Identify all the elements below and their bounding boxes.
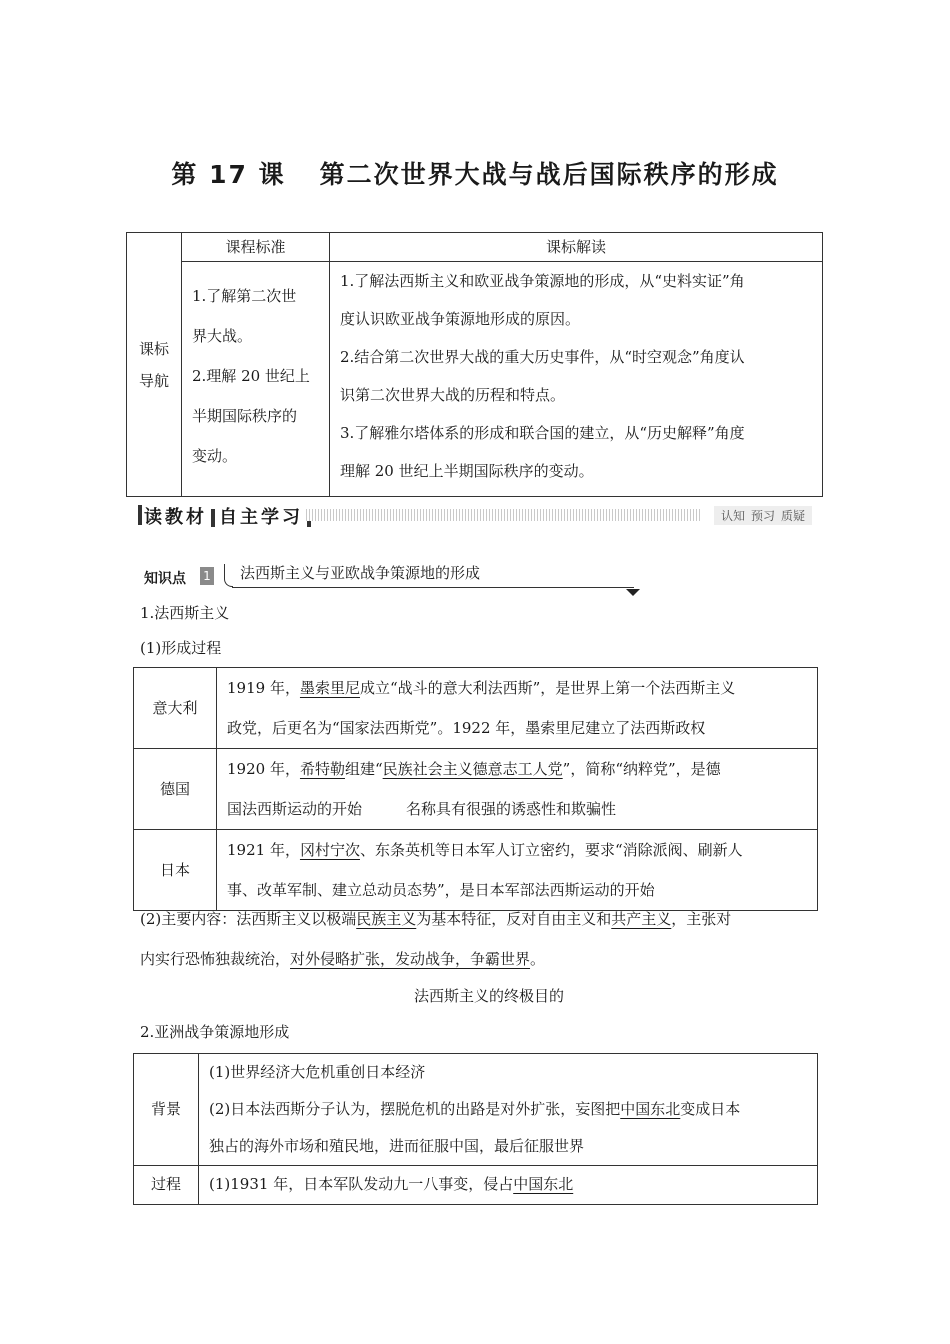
row-key-process: 过程: [134, 1166, 199, 1205]
underlined-term: 冈村宁次: [299, 841, 360, 859]
nav-label-line: 导航: [138, 371, 169, 390]
section-banner: [138, 503, 812, 527]
underline-rule: [232, 587, 634, 588]
text: (1)1931 年，日本军队发动九一八事变，侵占: [209, 1175, 514, 1193]
content-line-1: [140, 900, 731, 938]
underlined-term: 希特勒: [299, 760, 345, 778]
text: ”，简称“纳粹党”，是德: [562, 760, 721, 778]
standard-cell: [182, 262, 330, 497]
text: 。: [530, 950, 546, 968]
standard-line: 变动。: [192, 447, 238, 465]
standard-line: 2.理解 20 世纪上: [192, 367, 310, 385]
annotation-note: 名称具有很强的诱惑性和欺骗性: [406, 800, 617, 818]
text: 组建“: [344, 760, 383, 778]
text: 1921 年，: [227, 841, 300, 859]
row-key-germany: 德国: [134, 749, 217, 830]
text: 事、改革军制、建立总动员态势”，是日本军部法西斯运动的开始: [227, 881, 655, 899]
underlined-term: 墨索里尼: [299, 679, 360, 697]
nav-label-line: 课标: [138, 339, 169, 358]
banner-heading: [144, 503, 315, 529]
arrow-down-icon: [626, 589, 640, 596]
row-value-process: [199, 1166, 818, 1205]
reading-line: 理解 20 世纪上半期国际秩序的变动。: [340, 462, 594, 480]
banner-part-2: 自主学习: [219, 507, 303, 528]
asia-war-source-table: [133, 1053, 818, 1205]
text: 变成日本: [680, 1100, 741, 1118]
underlined-term: 民族主义: [356, 910, 417, 928]
text: 、东条英机等日本军人订立密约，要求“消除派阀、刷新人: [359, 841, 743, 859]
col-header-reading: 课标解读: [330, 233, 823, 262]
lesson-name: 第二次世界大战与战后国际秩序的形成: [319, 160, 779, 189]
row-key-background: 背景: [134, 1054, 199, 1166]
knowledge-point-number: 1: [200, 567, 214, 585]
section1-sub1: (1)形成过程: [140, 639, 222, 657]
row-key-italy: 意大利: [134, 668, 217, 749]
text: (2)日本法西斯分子认为，摆脱危机的出路是对外扩张，妄图把: [209, 1100, 621, 1118]
text: 内实行恐怖独裁统治，: [140, 950, 291, 968]
tag-question: 质疑: [780, 509, 805, 523]
text: 成立“战斗的意大利法西斯”，是世界上第一个法西斯主义: [359, 679, 736, 697]
content-line-2: [140, 940, 545, 978]
reading-line: 3.了解雅尔塔体系的形成和联合国的建立，从“历史解释”角度: [340, 424, 745, 442]
row-value-germany: [217, 749, 818, 830]
reading-line: 1.了解法西斯主义和欧亚战争策源地的形成，从“史料实证”角: [340, 272, 745, 290]
text: 政党，后更名为“国家法西斯党”。1922 年，墨索里尼建立了法西斯政权: [227, 719, 706, 737]
underlined-term: 中国东北: [620, 1100, 681, 1118]
banner-tags: [714, 506, 812, 525]
reading-line: 识第二次世界大战的历程和特点。: [340, 386, 566, 404]
curriculum-standards-table: [126, 232, 823, 497]
underlined-term: 对外侵略扩张，发动战争，争霸世界: [290, 950, 531, 968]
section1-heading: 1.法西斯主义: [140, 604, 230, 622]
text: (2)主要内容：法西斯主义以极端: [140, 910, 357, 928]
standard-line: 界大战。: [192, 327, 253, 345]
row-value-italy: [217, 668, 818, 749]
fascism-formation-table: [133, 667, 818, 911]
tag-cognition: 认知: [720, 509, 745, 523]
tag-preview: 预习: [750, 509, 775, 523]
col-header-standard: 课程标准: [182, 233, 330, 262]
text: ，主张对: [671, 910, 732, 928]
text: 为基本特征，反对自由主义和: [416, 910, 612, 928]
page-title: [0, 155, 950, 191]
annotation-note: 法西斯主义的终极目的: [414, 987, 565, 1005]
underlined-term: 民族社会主义德意志工人党: [382, 760, 563, 778]
text: 1919 年，: [227, 679, 300, 697]
standard-line: 1.了解第二次世: [192, 287, 297, 305]
standard-line: 半期国际秩序的: [192, 407, 298, 425]
row-key-japan: 日本: [134, 830, 217, 911]
underlined-term: 共产主义: [611, 910, 672, 928]
reading-line: 度认识欧亚战争策源地形成的原因。: [340, 310, 581, 328]
underlined-term: 中国东北: [513, 1175, 574, 1193]
bracket-decoration: [224, 564, 233, 587]
banner-bar: [138, 505, 142, 525]
knowledge-point-title: 法西斯主义与亚欧战争策源地的形成: [240, 564, 481, 582]
text: (1)世界经济大危机重创日本经济: [209, 1063, 426, 1081]
section2-heading: 2.亚洲战争策源地形成: [140, 1023, 290, 1041]
banner-stripe: [306, 509, 702, 521]
text: 1920 年，: [227, 760, 300, 778]
row-value-japan: [217, 830, 818, 911]
row-value-background: [199, 1054, 818, 1166]
reading-cell: [330, 262, 823, 497]
lesson-number: 第 17 课: [171, 160, 286, 189]
knowledge-point-label: 知识点: [144, 571, 186, 587]
banner-part-1: 读教材: [144, 507, 207, 528]
text: 国法西斯运动的开始: [227, 800, 363, 818]
reading-line: 2.结合第二次世界大战的重大历史事件，从“时空观念”角度认: [340, 348, 745, 366]
text: 独占的海外市场和殖民地，进而征服中国，最后征服世界: [209, 1137, 585, 1155]
banner-separator: [211, 509, 215, 527]
nav-label-cell: [127, 233, 182, 497]
